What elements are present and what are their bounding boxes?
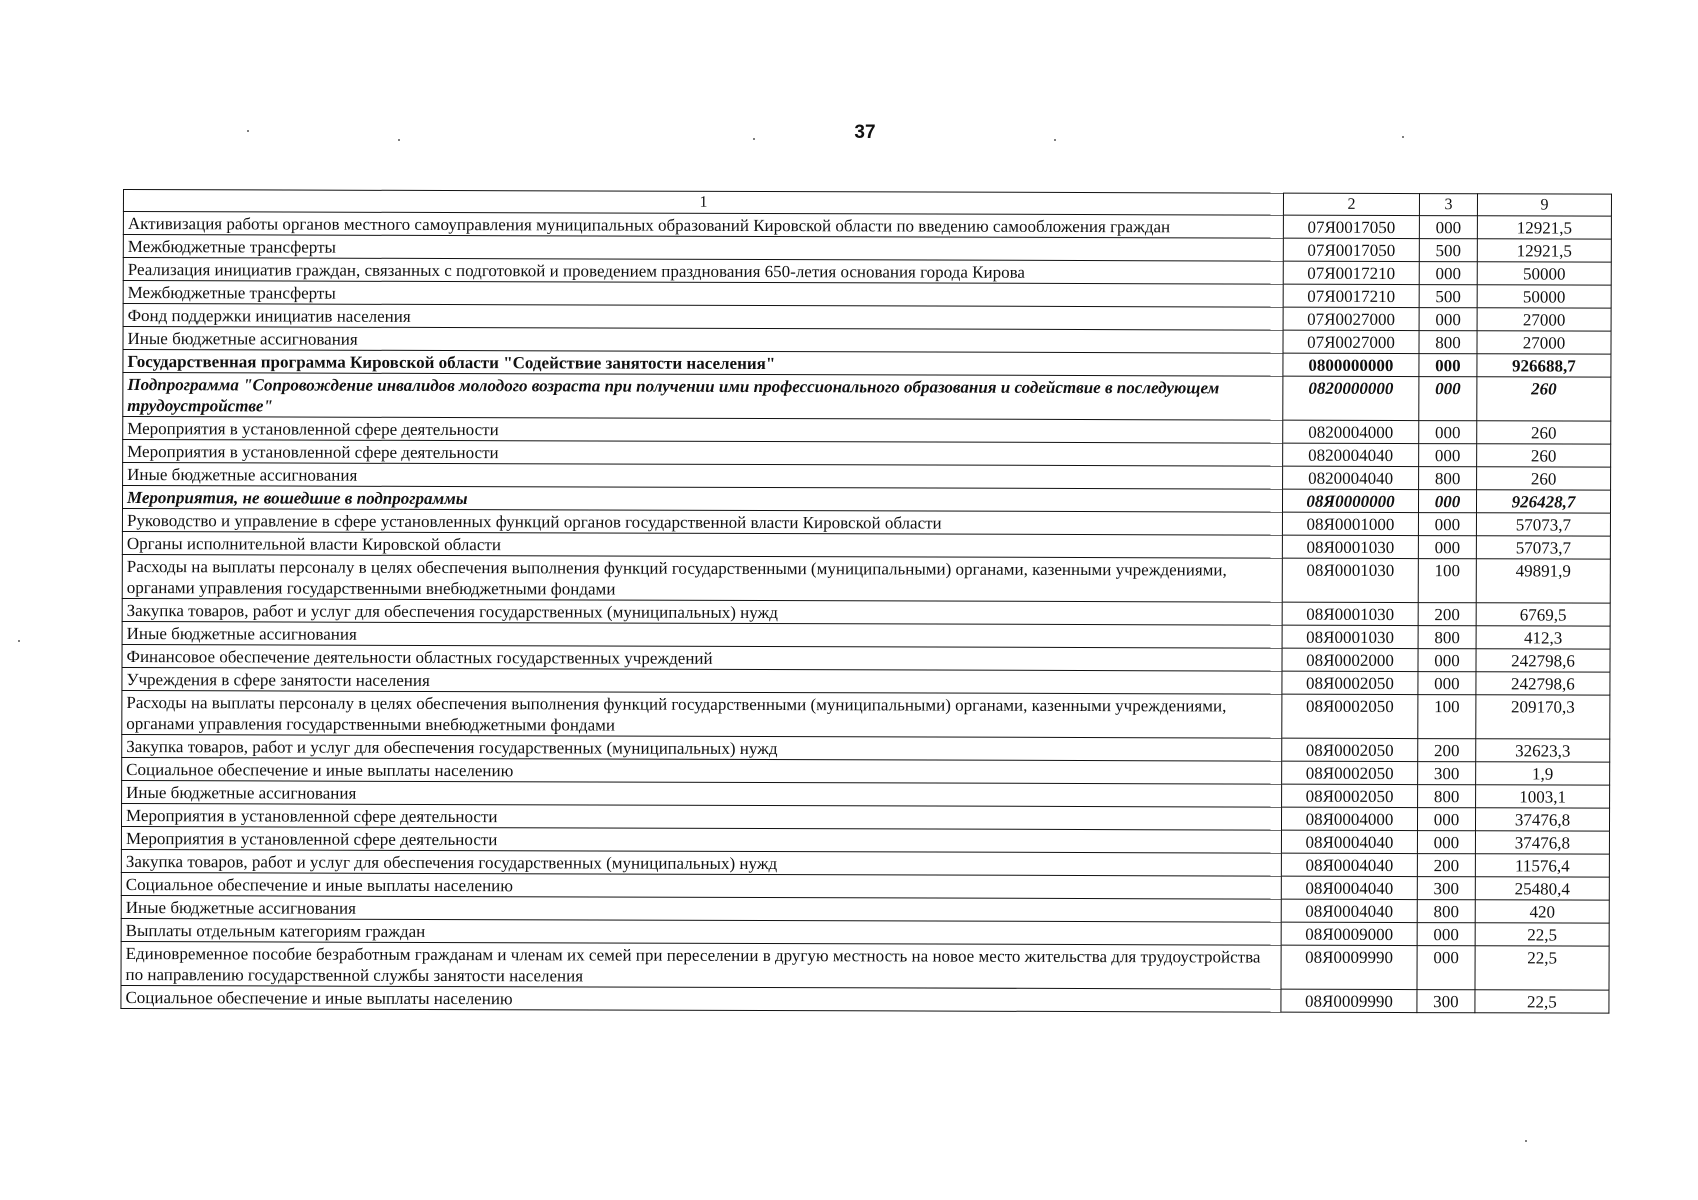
row-sum-cell: 49891,9	[1476, 559, 1610, 603]
row-expense-type-cell: 000	[1417, 923, 1475, 946]
row-name-cell: Единовременное пособие безработным гражданам и членам их семей при переселении в другую местность на новое место жительства для трудоустройства по направлению государственной службы занятости населения	[121, 941, 1281, 989]
row-name-cell: Реализация инициатив граждан, связанных с подготовкой и проведением празднования 650-летия основания города Кирова	[123, 258, 1283, 285]
row-sum-cell: 27000	[1477, 331, 1611, 354]
row-code-cell: 08Я0004040	[1281, 830, 1417, 853]
row-name-cell: Межбюджетные трансферты	[123, 281, 1283, 308]
row-expense-type-cell: 300	[1417, 877, 1475, 900]
row-code-cell: 08Я0002000	[1282, 648, 1418, 671]
table-row	[122, 690, 1610, 739]
row-name-cell: Руководство и управление в сфере установленных функций органов государственной власти Кировской области	[122, 509, 1282, 536]
row-code-cell: 08Я0001030	[1282, 535, 1418, 558]
row-name-cell: Иные бюджетные ассигнования	[123, 463, 1283, 490]
row-sum-cell: 25480,4	[1475, 877, 1609, 900]
row-name-cell: Государственная программа Кировской области "Содействие занятости населения"	[123, 350, 1283, 377]
row-expense-type-cell: 800	[1419, 467, 1477, 490]
row-sum-cell: 6769,5	[1476, 603, 1610, 626]
row-expense-type-cell: 300	[1417, 990, 1475, 1013]
row-expense-type-cell: 000	[1419, 377, 1477, 421]
row-sum-cell: 209170,3	[1476, 695, 1610, 739]
row-code-cell: 08Я0000000	[1282, 489, 1418, 512]
row-expense-type-cell: 000	[1418, 513, 1476, 536]
row-name-cell: Органы исполнительной власти Кировской области	[122, 531, 1282, 558]
table-row	[123, 373, 1611, 422]
row-sum-cell: 22,5	[1475, 923, 1609, 946]
row-sum-cell: 1003,1	[1476, 785, 1610, 808]
row-expense-type-cell: 800	[1418, 626, 1476, 649]
row-sum-cell: 1,9	[1476, 762, 1610, 785]
header-col-code: 2	[1283, 193, 1419, 215]
row-sum-cell: 260	[1477, 467, 1611, 490]
row-expense-type-cell: 200	[1418, 603, 1476, 626]
row-expense-type-cell: 200	[1418, 739, 1476, 762]
row-name-cell: Финансовое обеспечение деятельности областных государственных учреждений	[122, 644, 1282, 671]
row-code-cell: 08Я0001000	[1282, 512, 1418, 535]
row-sum-cell: 12921,5	[1477, 216, 1611, 239]
row-expense-type-cell: 000	[1419, 216, 1477, 239]
row-code-cell: 0820004040	[1283, 443, 1419, 466]
row-name-cell: Выплаты отдельным категориям граждан	[121, 918, 1281, 945]
row-name-cell: Расходы на выплаты персоналу в целях обеспечения выполнения функций государственными (муниципальными) органами, казенными учреждениями, органами управления государственными внебюджетными фондами	[122, 690, 1282, 738]
row-sum-cell: 32623,3	[1476, 739, 1610, 762]
row-name-cell: Мероприятия, не вошедшие в подпрограммы	[122, 486, 1282, 513]
row-code-cell: 08Я0002050	[1282, 671, 1418, 694]
row-sum-cell: 11576,4	[1475, 854, 1609, 877]
row-expense-type-cell: 500	[1419, 285, 1477, 308]
row-name-cell: Закупка товаров, работ и услуг для обеспечения государственных (муниципальных) нужд	[122, 598, 1282, 625]
row-sum-cell: 12921,5	[1477, 239, 1611, 262]
row-sum-cell: 420	[1475, 900, 1609, 923]
row-code-cell: 0800000000	[1283, 353, 1419, 376]
row-code-cell: 08Я0001030	[1282, 625, 1418, 648]
row-name-cell: Мероприятия в установленной сфере деятельности	[123, 440, 1283, 467]
row-code-cell: 08Я0009000	[1281, 922, 1417, 945]
row-code-cell: 08Я0004040	[1281, 899, 1417, 922]
row-code-cell: 07Я0017210	[1283, 261, 1419, 284]
row-sum-cell: 22,5	[1475, 990, 1609, 1013]
row-name-cell: Учреждения в сфере занятости населения	[122, 667, 1282, 694]
row-sum-cell: 242798,6	[1476, 649, 1610, 672]
header-col-expense-type: 3	[1419, 194, 1477, 216]
row-code-cell: 07Я0017050	[1283, 238, 1419, 261]
header-col-name: 1	[123, 190, 1283, 216]
row-expense-type-cell: 000	[1419, 308, 1477, 331]
row-sum-cell: 37476,8	[1475, 808, 1609, 831]
scan-speck	[18, 640, 20, 642]
row-code-cell: 0820004040	[1283, 466, 1419, 489]
row-code-cell: 08Я0009990	[1281, 989, 1417, 1012]
row-expense-type-cell: 000	[1419, 444, 1477, 467]
row-expense-type-cell: 000	[1418, 536, 1476, 559]
row-code-cell: 08Я0009990	[1281, 945, 1417, 989]
row-name-cell: Иные бюджетные ассигнования	[122, 621, 1282, 648]
row-sum-cell: 260	[1477, 421, 1611, 444]
page-number: 37	[854, 122, 876, 143]
row-code-cell: 08Я0004040	[1281, 853, 1417, 876]
scan-speck	[1525, 1140, 1527, 1142]
row-sum-cell: 260	[1477, 377, 1611, 421]
scan-speck	[1402, 136, 1404, 138]
row-expense-type-cell: 000	[1417, 946, 1475, 990]
budget-table-body	[121, 190, 1612, 1014]
row-expense-type-cell: 200	[1417, 854, 1475, 877]
table-row	[122, 554, 1610, 603]
row-sum-cell: 22,5	[1475, 946, 1609, 990]
budget-table	[120, 189, 1612, 1014]
row-expense-type-cell: 000	[1418, 672, 1476, 695]
row-name-cell: Закупка товаров, работ и услуг для обеспечения государственных (муниципальных) нужд	[122, 734, 1282, 761]
row-name-cell: Мероприятия в установленной сфере деятельности	[123, 417, 1283, 444]
row-sum-cell: 50000	[1477, 285, 1611, 308]
row-expense-type-cell: 100	[1418, 559, 1476, 603]
row-name-cell: Мероприятия в установленной сфере деятельности	[121, 803, 1281, 830]
row-name-cell: Социальное обеспечение и иные выплаты населению	[122, 757, 1282, 784]
row-name-cell: Расходы на выплаты персоналу в целях обеспечения выполнения функций государственными (муниципальными) органами, казенными учреждениями, органами управления государственными внебюджетными фондами	[122, 554, 1282, 602]
table-row	[121, 985, 1609, 1013]
row-expense-type-cell: 800	[1418, 785, 1476, 808]
row-sum-cell: 37476,8	[1475, 831, 1609, 854]
row-sum-cell: 412,3	[1476, 626, 1610, 649]
row-sum-cell: 57073,7	[1476, 536, 1610, 559]
row-code-cell: 07Я0017210	[1283, 284, 1419, 307]
row-name-cell: Мероприятия в установленной сфере деятельности	[121, 826, 1281, 853]
row-expense-type-cell: 000	[1417, 808, 1475, 831]
row-expense-type-cell: 100	[1418, 695, 1476, 739]
row-expense-type-cell: 000	[1419, 421, 1477, 444]
row-name-cell: Социальное обеспечение и иные выплаты населению	[121, 872, 1281, 899]
row-name-cell: Фонд поддержки инициатив населения	[123, 304, 1283, 331]
scan-speck	[1054, 139, 1056, 141]
scan-speck	[247, 130, 249, 132]
row-sum-cell: 926688,7	[1477, 354, 1611, 377]
row-name-cell: Иные бюджетные ассигнования	[123, 327, 1283, 354]
row-code-cell: 08Я0001030	[1282, 602, 1418, 625]
row-expense-type-cell: 000	[1419, 262, 1477, 285]
row-expense-type-cell: 000	[1418, 649, 1476, 672]
table-row	[121, 941, 1609, 990]
row-code-cell: 08Я0001030	[1282, 558, 1418, 602]
scan-speck	[398, 139, 400, 141]
row-sum-cell: 27000	[1477, 308, 1611, 331]
row-code-cell: 07Я0027000	[1283, 307, 1419, 330]
row-sum-cell: 260	[1477, 444, 1611, 467]
row-expense-type-cell: 000	[1419, 354, 1477, 377]
scan-speck	[753, 138, 755, 140]
row-code-cell: 0820000000	[1283, 376, 1419, 420]
row-code-cell: 08Я0002050	[1282, 761, 1418, 784]
row-sum-cell: 50000	[1477, 262, 1611, 285]
row-code-cell: 08Я0002050	[1282, 694, 1418, 738]
row-expense-type-cell: 000	[1418, 490, 1476, 513]
row-name-cell: Иные бюджетные ассигнования	[122, 780, 1282, 807]
row-code-cell: 08Я0004040	[1281, 876, 1417, 899]
row-code-cell: 08Я0004000	[1281, 807, 1417, 830]
row-expense-type-cell: 800	[1417, 900, 1475, 923]
row-expense-type-cell: 800	[1419, 331, 1477, 354]
row-sum-cell: 926428,7	[1476, 490, 1610, 513]
row-sum-cell: 242798,6	[1476, 672, 1610, 695]
row-code-cell: 0820004000	[1283, 420, 1419, 443]
row-expense-type-cell: 500	[1419, 239, 1477, 262]
row-code-cell: 07Я0017050	[1283, 215, 1419, 238]
row-expense-type-cell: 000	[1417, 831, 1475, 854]
row-name-cell: Подпрограмма "Сопровождение инвалидов молодого возраста при получении ими профессионального образования и содействие в последующем трудоустройстве"	[123, 373, 1283, 421]
row-name-cell: Закупка товаров, работ и услуг для обеспечения государственных (муниципальных) нужд	[121, 849, 1281, 876]
row-expense-type-cell: 300	[1418, 762, 1476, 785]
row-code-cell: 07Я0027000	[1283, 330, 1419, 353]
row-name-cell: Иные бюджетные ассигнования	[121, 895, 1281, 922]
row-sum-cell: 57073,7	[1476, 513, 1610, 536]
row-code-cell: 08Я0002050	[1282, 784, 1418, 807]
header-col-sum: 9	[1477, 194, 1611, 216]
row-name-cell: Социальное обеспечение и иные выплаты населению	[121, 985, 1281, 1012]
row-name-cell: Межбюджетные трансферты	[123, 235, 1283, 262]
row-name-cell: Активизация работы органов местного самоуправления муниципальных образований Кировской области по введению самообложения граждан	[123, 212, 1283, 239]
row-code-cell: 08Я0002050	[1282, 738, 1418, 761]
